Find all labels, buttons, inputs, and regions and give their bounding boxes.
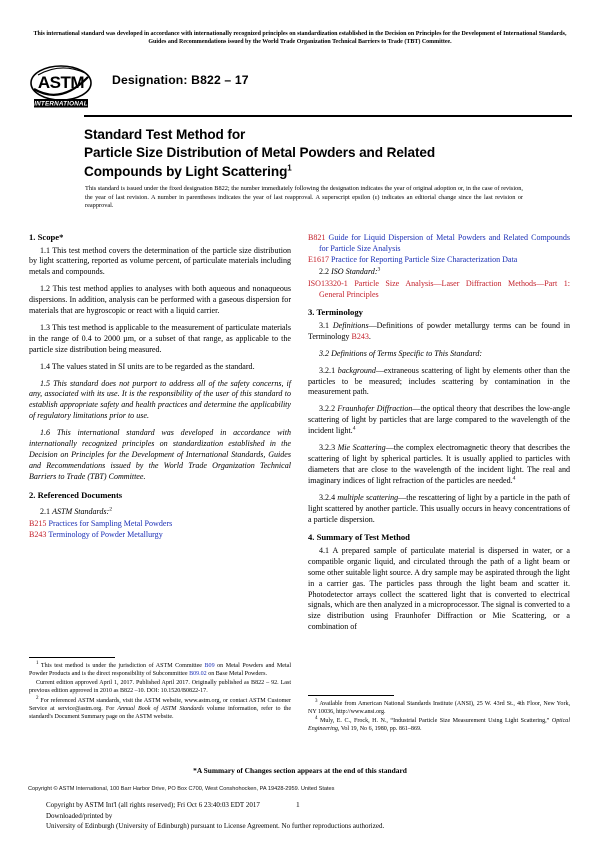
footnote-3-marker: 3 <box>315 698 318 704</box>
reference-id-b215[interactable]: B215 <box>29 519 47 529</box>
reference-title-e1617[interactable]: Practice for Reporting Particle Size Characterization Data <box>331 254 518 264</box>
paragraph-1-1: 1.1 This test method covers the determination of the particle size distribution by light scattering, reported as volume percent, of particulate materials including metals and compounds. <box>29 245 291 277</box>
paragraph-3-1-term: Definitions <box>332 320 369 330</box>
paragraph-1-4: 1.4 The values stated in SI units are to be regarded as the standard. <box>40 361 255 371</box>
paragraph-1-6: 1.6 This international standard was developed in accordance with internationally recognized principles on standardization established in the Decision on Principles for the Development of International Standards, Guides and Recommendations issued by the World Trade Organization Technical Barriers to Trade (TBT) Committee. <box>29 428 291 481</box>
subheading-iso-standard <box>308 267 570 278</box>
subheading-iso-label: ISO Standard: <box>331 266 378 276</box>
right-column <box>308 232 570 633</box>
spacer <box>29 483 291 490</box>
reference-id-iso13320-1[interactable]: ISO13320-1 <box>308 278 348 288</box>
svg-text:ASTM: ASTM <box>37 73 85 92</box>
footnote-1 <box>29 662 291 678</box>
reference-b821[interactable] <box>308 233 570 255</box>
footnote-2-text-a: For referenced ASTM standards, visit the ASTM website, www.astm.org, or contact ASTM Customer Service at service@astm.org. For <box>29 697 291 712</box>
footnotes-left <box>29 648 291 721</box>
title-line-3-text: Compounds by Light Scattering <box>84 163 288 179</box>
footnote-link-b09[interactable]: B09 <box>204 662 215 669</box>
paragraph-3-2-2 <box>308 404 570 437</box>
paragraph-3-2-1-number: 3.2.1 <box>319 365 336 375</box>
spacer <box>308 525 570 532</box>
section-heading-referenced-documents: 2. Referenced Documents <box>29 489 123 500</box>
section-heading-scope: 1. Scope* <box>29 232 64 242</box>
footnote-1-text-a: This test method is under the jurisdiction of ASTM Committee <box>40 662 205 669</box>
astm-logo <box>28 63 94 109</box>
section-heading-terminology: 3. Terminology <box>308 307 363 318</box>
footnote-4-text-b: , Vol 19, No 6, 1980, pp. 861–869. <box>337 726 422 733</box>
left-column <box>29 232 291 541</box>
footnote-4-text-a: Muly, E. C., Frock, H. N., “Industrial Particle Size Measurement Using Light Scattering,” <box>320 718 552 725</box>
iso-reference-list <box>308 279 570 301</box>
paragraph-3-1-number: 3.1 <box>319 320 330 330</box>
designation: Designation: B822 – 17 <box>112 73 249 87</box>
paragraph-3-2-3-number: 3.2.3 <box>319 443 336 453</box>
paragraph-3-2-2-footnote: 4 <box>352 425 356 432</box>
document-header <box>28 63 572 109</box>
footnote-2-marker: 2 <box>36 695 39 701</box>
paragraph-3-1-text-a: —Definitions of powder metallurgy terms can be found in Terminology <box>308 320 570 341</box>
footnote-link-b09-02[interactable]: B09.02 <box>189 670 207 677</box>
reference-title-b821[interactable]: Guide for Liquid Dispersion of Metal Powders and Related Compounds for Particle Size Analysis <box>319 233 570 253</box>
footnote-4-marker: 4 <box>315 716 318 722</box>
tbt-notice: This international standard was developed in accordance with internationally recognized principles on standardization established in the Decision on Principles for the Development of International Standards, Guides and Recommendations issued by the World Trade Organization Technical Barriers to Trade (TBT) Committee. <box>33 31 567 46</box>
paragraph-1-5: 1.5 This standard does not purport to address all of the safety concerns, if any, associated with its use. It is the responsibility of the user of this standard to establish appropriate safety and health practices and determine the applicability of regulatory limitations prior to use. <box>29 378 291 421</box>
reference-b215[interactable] <box>29 519 291 530</box>
subheading-astm-standards <box>29 507 291 518</box>
footnote-4-italic: Optical Engineering <box>308 718 570 733</box>
issued-under-note: This standard is issued under the fixed designation B822; the number immediately following the designation indicates the year of original adoption or, in the case of revision, the year of last revision. A number in parentheses indicates the year of last reapproval. A superscript epsilon (ε) indicates an editorial change since the last revision or reapproval. <box>85 185 523 210</box>
footnote-edition-info: Current edition approved April 1, 2017. Published April 2017. Originally published as B822 – 92. Last previous edition approved in 2010 as B822 –10. DOI: 10.1520/B0822-17. <box>29 680 291 695</box>
footnote-1-marker: 1 <box>36 660 39 666</box>
subheading-astm-footnote: 2 <box>109 506 113 513</box>
astm-reference-list-right <box>308 233 570 266</box>
download-line-1: Copyright by ASTM Int'l (all rights reserved); Fri Oct 6 23:40:03 EDT 2017 <box>46 801 260 809</box>
subheading-iso-footnote: 3 <box>377 266 381 273</box>
paragraph-4-1: 4.1 A prepared sample of particulate material is dispersed in water, or a compatible organic liquid, and circulated through the path of a light beam or some other suitable light source. A dry sample may be aspirated through the light in a carrier gas. The particles pass through the light beam and scatter it. Photodetector arrays collect the scattered light that is converted to electrical signals, which are then analyzed in a microprocessor. The signal is converted to a size distribution using Fraunhofer Diffraction or Mie Scattering, or a combination of <box>308 545 570 632</box>
title-line-3 <box>84 163 554 181</box>
title-line-1: Standard Test Method for <box>84 127 246 142</box>
paragraph-3-2-4 <box>308 493 570 526</box>
paragraph-3-2-1 <box>308 366 570 399</box>
reference-title-b215[interactable]: Practices for Sampling Metal Powders <box>48 519 173 529</box>
reference-e1617[interactable] <box>308 255 570 266</box>
astm-reference-list-left <box>29 519 291 541</box>
paragraph-3-1 <box>308 321 570 343</box>
title-line-2: Particle Size Distribution of Metal Powders and Related <box>84 145 436 161</box>
paragraph-3-2-2-term: Fraunhofer Diffraction <box>337 404 413 414</box>
footnote-rule-right <box>308 695 394 696</box>
footnote-2-text-b: volume information, refer to the standard's Document Summary page on the ASTM website. <box>29 705 292 720</box>
footnote-2 <box>29 697 291 721</box>
paragraph-3-2-2-number: 3.2.2 <box>319 404 336 414</box>
reference-id-b243[interactable]: B243 <box>29 530 47 540</box>
paragraph-3-2-3-footnote: 4 <box>512 475 516 482</box>
footnote-3 <box>308 700 570 716</box>
title-footnote-marker: 1 <box>287 163 292 173</box>
paragraph-3-2-3-text: —the complex electromagnetic theory that describes the scattering of light by spherical particles. It is usually applied to particles with diameters that are close to the wavelength of the incident light. The real and imaginary indices of light refraction of the particles are needed. <box>308 443 570 485</box>
svg-text:INTERNATIONAL: INTERNATIONAL <box>34 100 88 108</box>
paragraph-3-2-2-text: —the optical theory that describes the low-angle scattering of light by particles that are large compared to the wavelength of the incident light. <box>308 404 570 436</box>
reference-b243[interactable] <box>29 530 291 541</box>
paragraph-3-1-text-b: . <box>368 331 371 341</box>
footnotes-right <box>308 686 570 733</box>
copyright-line: Copyright © ASTM International, 100 Barr Harbor Drive, PO Box C700, West Conshohocken, PA 19428-2959. United States <box>28 786 335 792</box>
reference-title-iso13320-1[interactable]: Particle Size Analysis—Laser Diffraction Methods—Part 1: General Principles <box>319 278 570 299</box>
reference-id-e1617[interactable]: E1617 <box>308 254 330 264</box>
download-line-2: Downloaded/printed by <box>46 811 113 820</box>
footnote-text-right <box>308 700 570 734</box>
paragraph-3-2-3 <box>308 443 570 487</box>
footnote-text-left <box>29 662 291 721</box>
footnote-1-text-b: on Metal Powders and Metal Powder Products and is the direct responsibility of Subcommittee <box>29 662 292 677</box>
paragraph-3-2-4-text: —the rescattering of light by a particle in the path of light scattered by another particle. This usually occurs in heavy concentrations of a particle dispersion. <box>308 492 571 524</box>
header-rule <box>84 115 572 117</box>
footnote-1-text-c: on Base Metal Powders. <box>206 670 267 677</box>
paragraph-3-2-4-number: 3.2.4 <box>319 492 336 502</box>
footnote-rule-left <box>29 657 115 658</box>
document-title <box>84 126 554 181</box>
subheading-astm-number: 2.1 <box>40 507 51 517</box>
paragraph-3-2-4-term: multiple scattering <box>337 492 399 502</box>
subheading-iso-number: 2.2 <box>319 266 330 276</box>
paragraph-1-3: 1.3 This test method is applicable to the measurement of particulate materials in the range of 0.4 to 2000 µm, or a subset of that range, as applicable to the particle size distribution being measured. <box>29 322 291 354</box>
paragraph-1-2: 1.2 This test method applies to analyses with both aqueous and nonaqueous dispersions. In addition, analysis can be performed with a gaseous dispersion for materials that are hygroscopic or react with a liquid carrier. <box>29 284 291 316</box>
reference-iso13320-1[interactable] <box>308 279 570 301</box>
page-number: 1 <box>296 800 300 809</box>
summary-of-changes-note: *A Summary of Changes section appears at the end of this standard <box>193 766 407 775</box>
paragraph-3-2-1-text: —extraneous scattering of light by elements other than the particles to be measured; includes scattering by contamination in the measurement path. <box>308 365 570 397</box>
reference-title-b243[interactable]: Terminology of Powder Metallurgy <box>48 530 163 540</box>
subheading-astm-label: ASTM Standards: <box>52 507 110 517</box>
footnote-4 <box>308 717 570 733</box>
section-heading-summary-of-test-method: 4. Summary of Test Method <box>308 532 410 543</box>
paragraph-3-2-1-term: background <box>337 365 376 375</box>
paragraph-3-2-3-term: Mie Scattering <box>337 443 386 453</box>
spacer <box>308 300 570 307</box>
paragraph-3-2: 3.2 Definitions of Terms Specific to This Standard: <box>319 348 483 358</box>
inline-link-b243[interactable]: B243 <box>351 331 369 341</box>
footnote-3-text: Available from American National Standards Institute (ANSI), 25 W. 43rd St., 4th Floor, New York, NY 10036, http://www.ansi.org. <box>308 700 570 715</box>
reference-id-b821[interactable]: B821 <box>308 233 326 242</box>
download-line-3: University of Edinburgh (University of Edinburgh) pursuant to License Agreement. No further reproductions authorized. <box>46 822 385 831</box>
footnote-2-italic: Annual Book of ASTM Standards <box>117 705 204 712</box>
